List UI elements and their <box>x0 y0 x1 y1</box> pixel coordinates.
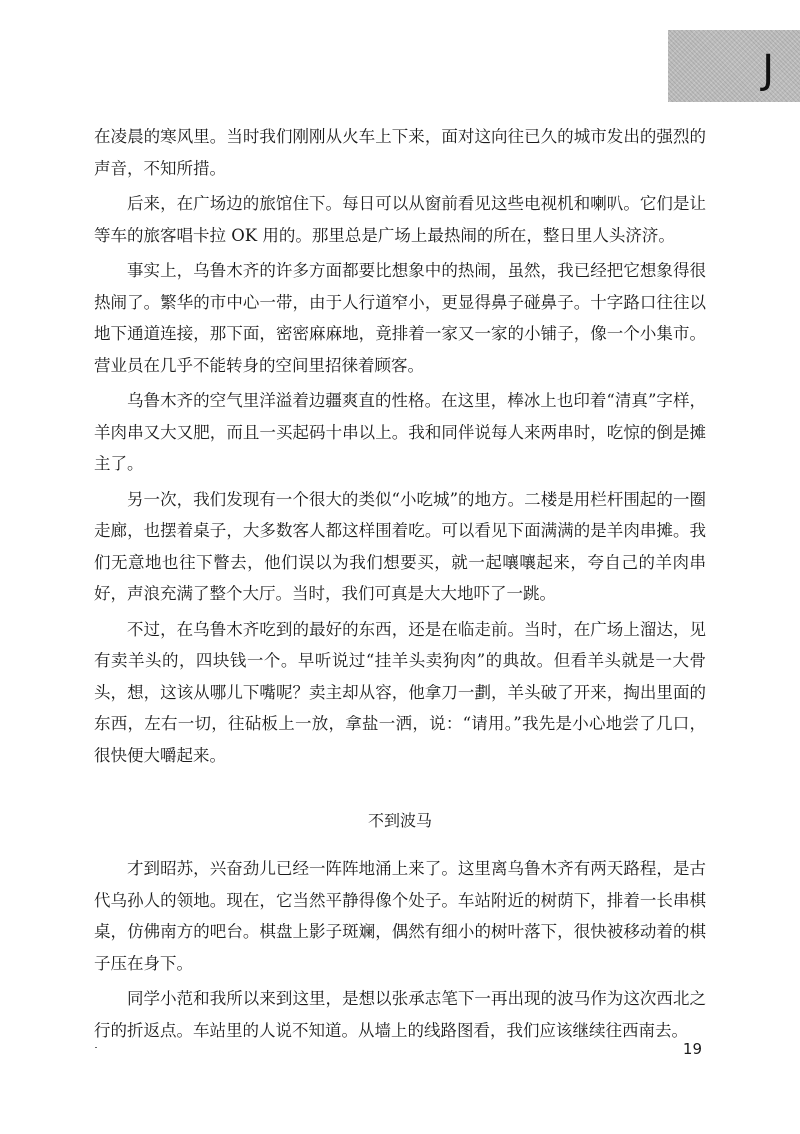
paragraph: 才到昭苏，兴奋劲儿已经一阵阵地涌上来了。这里离乌鲁木齐有两天路程，是古代乌孙人的领地。现在，它当然平静得像个处子。车站附近的树荫下，排着一长串棋桌，仿佛南方的吧台。棋盘上影子斑斓，偶然有细小的树叶落下，很快被移动着的棋子压在身下。 <box>94 859 706 973</box>
article-body <box>94 121 706 1050</box>
chapter-tab <box>668 30 800 102</box>
paragraph: 乌鲁木齐的空气里洋溢着边疆爽直的性格。在这里，棒冰上也印着“清真”字样，羊肉串又大又肥，而且一买起码十串以上。我和同伴说每人来两串时，吃惊的倒是摊主了。 <box>94 391 706 473</box>
paragraph: 另一次，我们发现有一个很大的类似“小吃城”的地方。二楼是用栏杆围起的一圈走廊，也摆着桌子，大多数客人都这样围着吃。可以看见下面满满的是羊肉串摊。我们无意地也往下瞥去，他们误以为我们想要买，就一起嚷嚷起来，夸自己的羊肉串好，声浪充满了整个大厅。当时，我们可真是大大地吓了一跳。 <box>94 489 706 603</box>
paragraph: 在凌晨的寒风里。当时我们刚刚从火车上下来，面对这向往已久的城市发出的强烈的声音，不知所措。 <box>94 127 706 178</box>
paragraph: 同学小范和我所以来到这里，是想以张承志笔下一再出现的波马作为这次西北之行的折返点。车站里的人说不知道。从墙上的线路图看，我们应该继续往西南去。 <box>94 989 706 1040</box>
paragraph: 不过，在乌鲁木齐吃到的最好的东西，还是在临走前。当时，在广场上溜达，见有卖羊头的，四块钱一个。早听说过“挂羊头卖狗肉”的典故。但看羊头就是一大骨头，想，这该从哪儿下嘴呢？卖主却从容，他拿刀一劃，羊头破了开来，掏出里面的东西，左右一切，往砧板上一放，拿盐一洒，说：“请用。”我先是小心地尝了几口，很快便大嚼起来。 <box>94 619 706 765</box>
paragraph: 事实上，乌鲁木齐的许多方面都要比想象中的热闹，虽然，我已经把它想象得很热闹了。繁华的市中心一带，由于人行道窄小，更显得鼻子碰鼻子。十字路口往往以地下通道连接，那下面，密密麻麻地，竟排着一家又一家的小铺子，像一个小集市。营业员在几乎不能转身的空间里招徕着顾客。 <box>94 261 706 375</box>
paragraph: 后来，在广场边的旅馆住下。每日可以从窗前看见这些电视机和喇叭。它们是让等车的旅客唱卡拉 OK 用的。那里总是广场上最热闹的所在，整日里人头济济。 <box>94 194 706 245</box>
footer-mark <box>95 1047 97 1048</box>
chapter-letter: J <box>762 47 774 93</box>
section-heading: 不到波马 <box>367 811 432 830</box>
page-number: 19 <box>682 1040 702 1058</box>
